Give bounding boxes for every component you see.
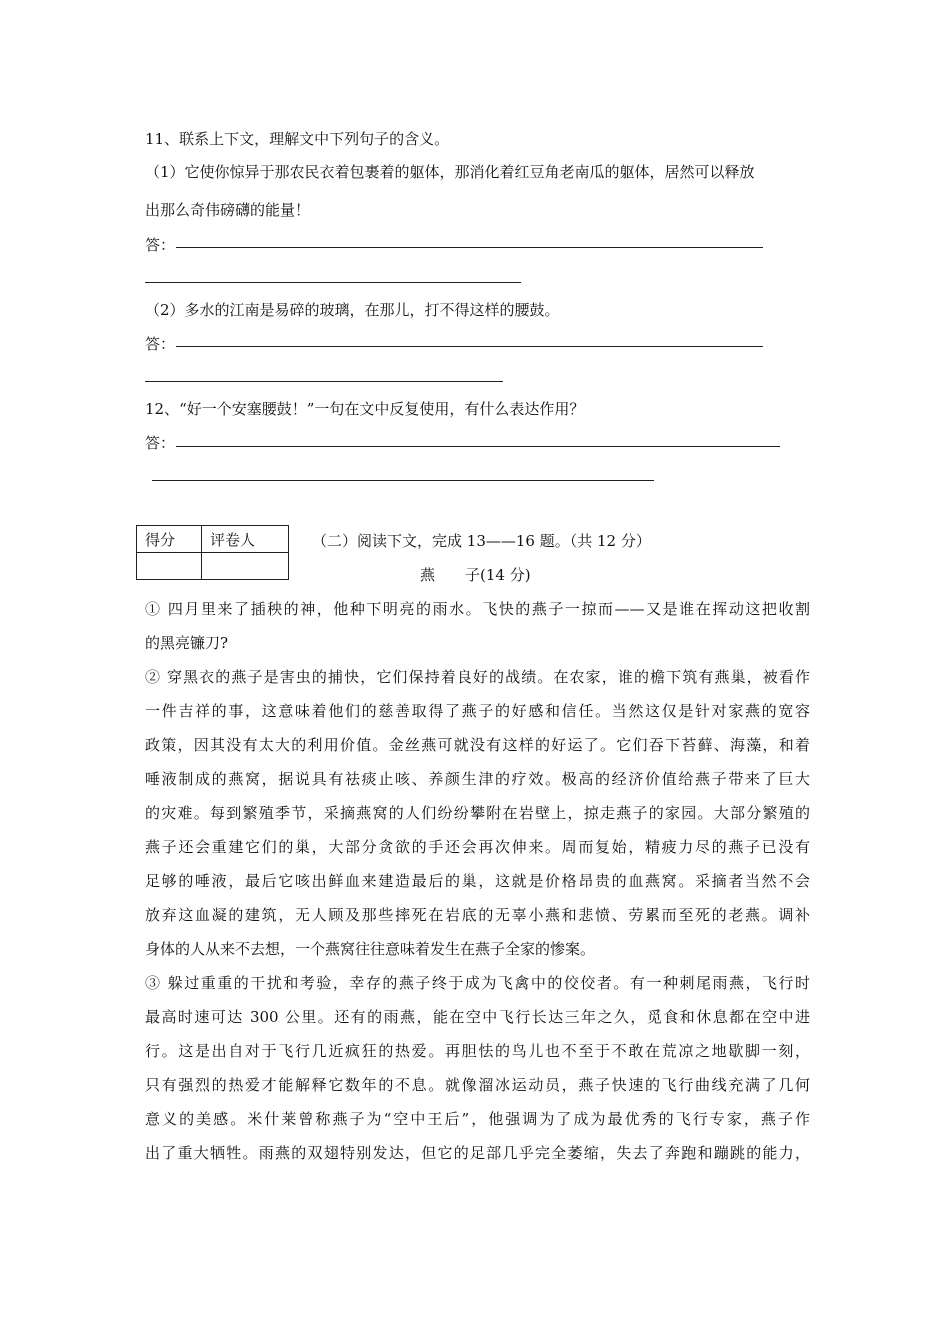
q11-sentence1-line1: （1）它使你惊异于那农民衣着包裹着的躯体，那消化着红豆角老南瓜的躯体，居然可以释放 — [145, 163, 755, 181]
answer-line[interactable] — [176, 346, 763, 347]
passage-line: 意义的美感。米什莱曾称燕子为“空中王后”，他强调为了成为最优秀的飞行专家，燕子作 — [145, 1110, 810, 1128]
passage-line: ② 穿黑衣的燕子是害虫的捕快，它们保持着良好的战绩。在农家，谁的檐下筑有燕巢，被看作 — [145, 668, 810, 686]
passage-line: 最高时速可达 300 公里。还有的雨燕，能在空中飞行长达三年之久，觅食和休息都在空中进 — [145, 1008, 810, 1026]
passage-line: 一件吉祥的事，这意味着他们的慈善取得了燕子的好感和信任。当然这仅是针对家燕的宽容 — [145, 702, 810, 720]
answer-line[interactable] — [176, 446, 780, 447]
passage-line: 唾液制成的燕窝，据说具有祛痰止咳、养颜生津的疗效。极高的经济价值给燕子带来了巨大 — [145, 770, 810, 788]
passage-line: ③ 躲过重重的干扰和考验，幸存的燕子终于成为飞禽中的佼佼者。有一种刺尾雨燕，飞行时 — [145, 974, 810, 992]
answer-line[interactable] — [176, 247, 763, 248]
passage-title: 燕 子(14 分) — [420, 566, 531, 584]
q11-answer1-label: 答： — [145, 236, 176, 254]
passage-line: ① 四月里来了插秧的神，他种下明亮的雨水。飞快的燕子一掠而——又是谁在挥动这把收割 — [145, 600, 810, 618]
passage-line: 政策，因其没有太大的利用价值。金丝燕可就没有这样的好运了。它们吞下苔藓、海藻，和着 — [145, 736, 810, 754]
grader-cell[interactable] — [202, 553, 289, 580]
passage-line: 只有强烈的热爱才能解释它数年的不息。就像溜冰运动员，燕子快速的飞行曲线充满了几何 — [145, 1076, 810, 1094]
passage-line: 出了重大牺牲。雨燕的双翅特别发达，但它的足部几乎完全萎缩，失去了奔跑和蹦跳的能力， — [145, 1144, 810, 1162]
answer-line[interactable] — [145, 282, 521, 283]
q11-sentence1-line2: 出那么奇伟磅礴的能量！ — [145, 201, 311, 219]
q12-answer-label: 答： — [145, 434, 176, 452]
answer-line[interactable] — [145, 381, 503, 382]
score-table — [136, 525, 289, 580]
q11-sentence2: （2）多水的江南是易碎的玻璃，在那儿，打不得这样的腰鼓。 — [145, 301, 560, 319]
passage-line: 行。这是出自对于飞行几近疯狂的热爱。再胆怯的鸟儿也不至于不敢在荒凉之地歇脚一刻， — [145, 1042, 810, 1060]
score-cell[interactable] — [137, 553, 202, 580]
passage-line: 的灾难。每到繁殖季节，采摘燕窝的人们纷纷攀附在岩壁上，掠走燕子的家园。大部分繁殖的 — [145, 804, 810, 822]
grader-header: 评卷人 — [202, 526, 289, 553]
answer-line[interactable] — [152, 480, 654, 481]
section2-instruction: （二）阅读下文，完成 13——16 题。（共 12 分） — [312, 532, 651, 550]
q12-title: 12、“好一个安塞腰鼓！”一句在文中反复使用，有什么表达作用？ — [145, 400, 585, 418]
score-header: 得分 — [137, 526, 202, 553]
passage-line: 足够的唾液，最后它咳出鲜血来建造最后的巢，这就是价格昂贵的血燕窝。采摘者当然不会 — [145, 872, 810, 890]
q11-answer2-label: 答： — [145, 335, 176, 353]
passage-line: 放弃这血凝的建筑，无人顾及那些摔死在岩底的无辜小燕和悲愤、劳累而至死的老燕。调补 — [145, 906, 810, 924]
passage-line: 的黑亮镰刀? — [145, 634, 229, 652]
passage-line: 身体的人从来不去想，一个燕窝往往意味着发生在燕子全家的惨案。 — [145, 940, 596, 958]
q11-title: 11、联系上下文，理解文中下列句子的含义。 — [145, 130, 450, 148]
passage-line: 燕子还会重建它们的巢，大部分贪欲的手还会再次伸来。周而复始，精疲力尽的燕子已没有 — [145, 838, 810, 856]
